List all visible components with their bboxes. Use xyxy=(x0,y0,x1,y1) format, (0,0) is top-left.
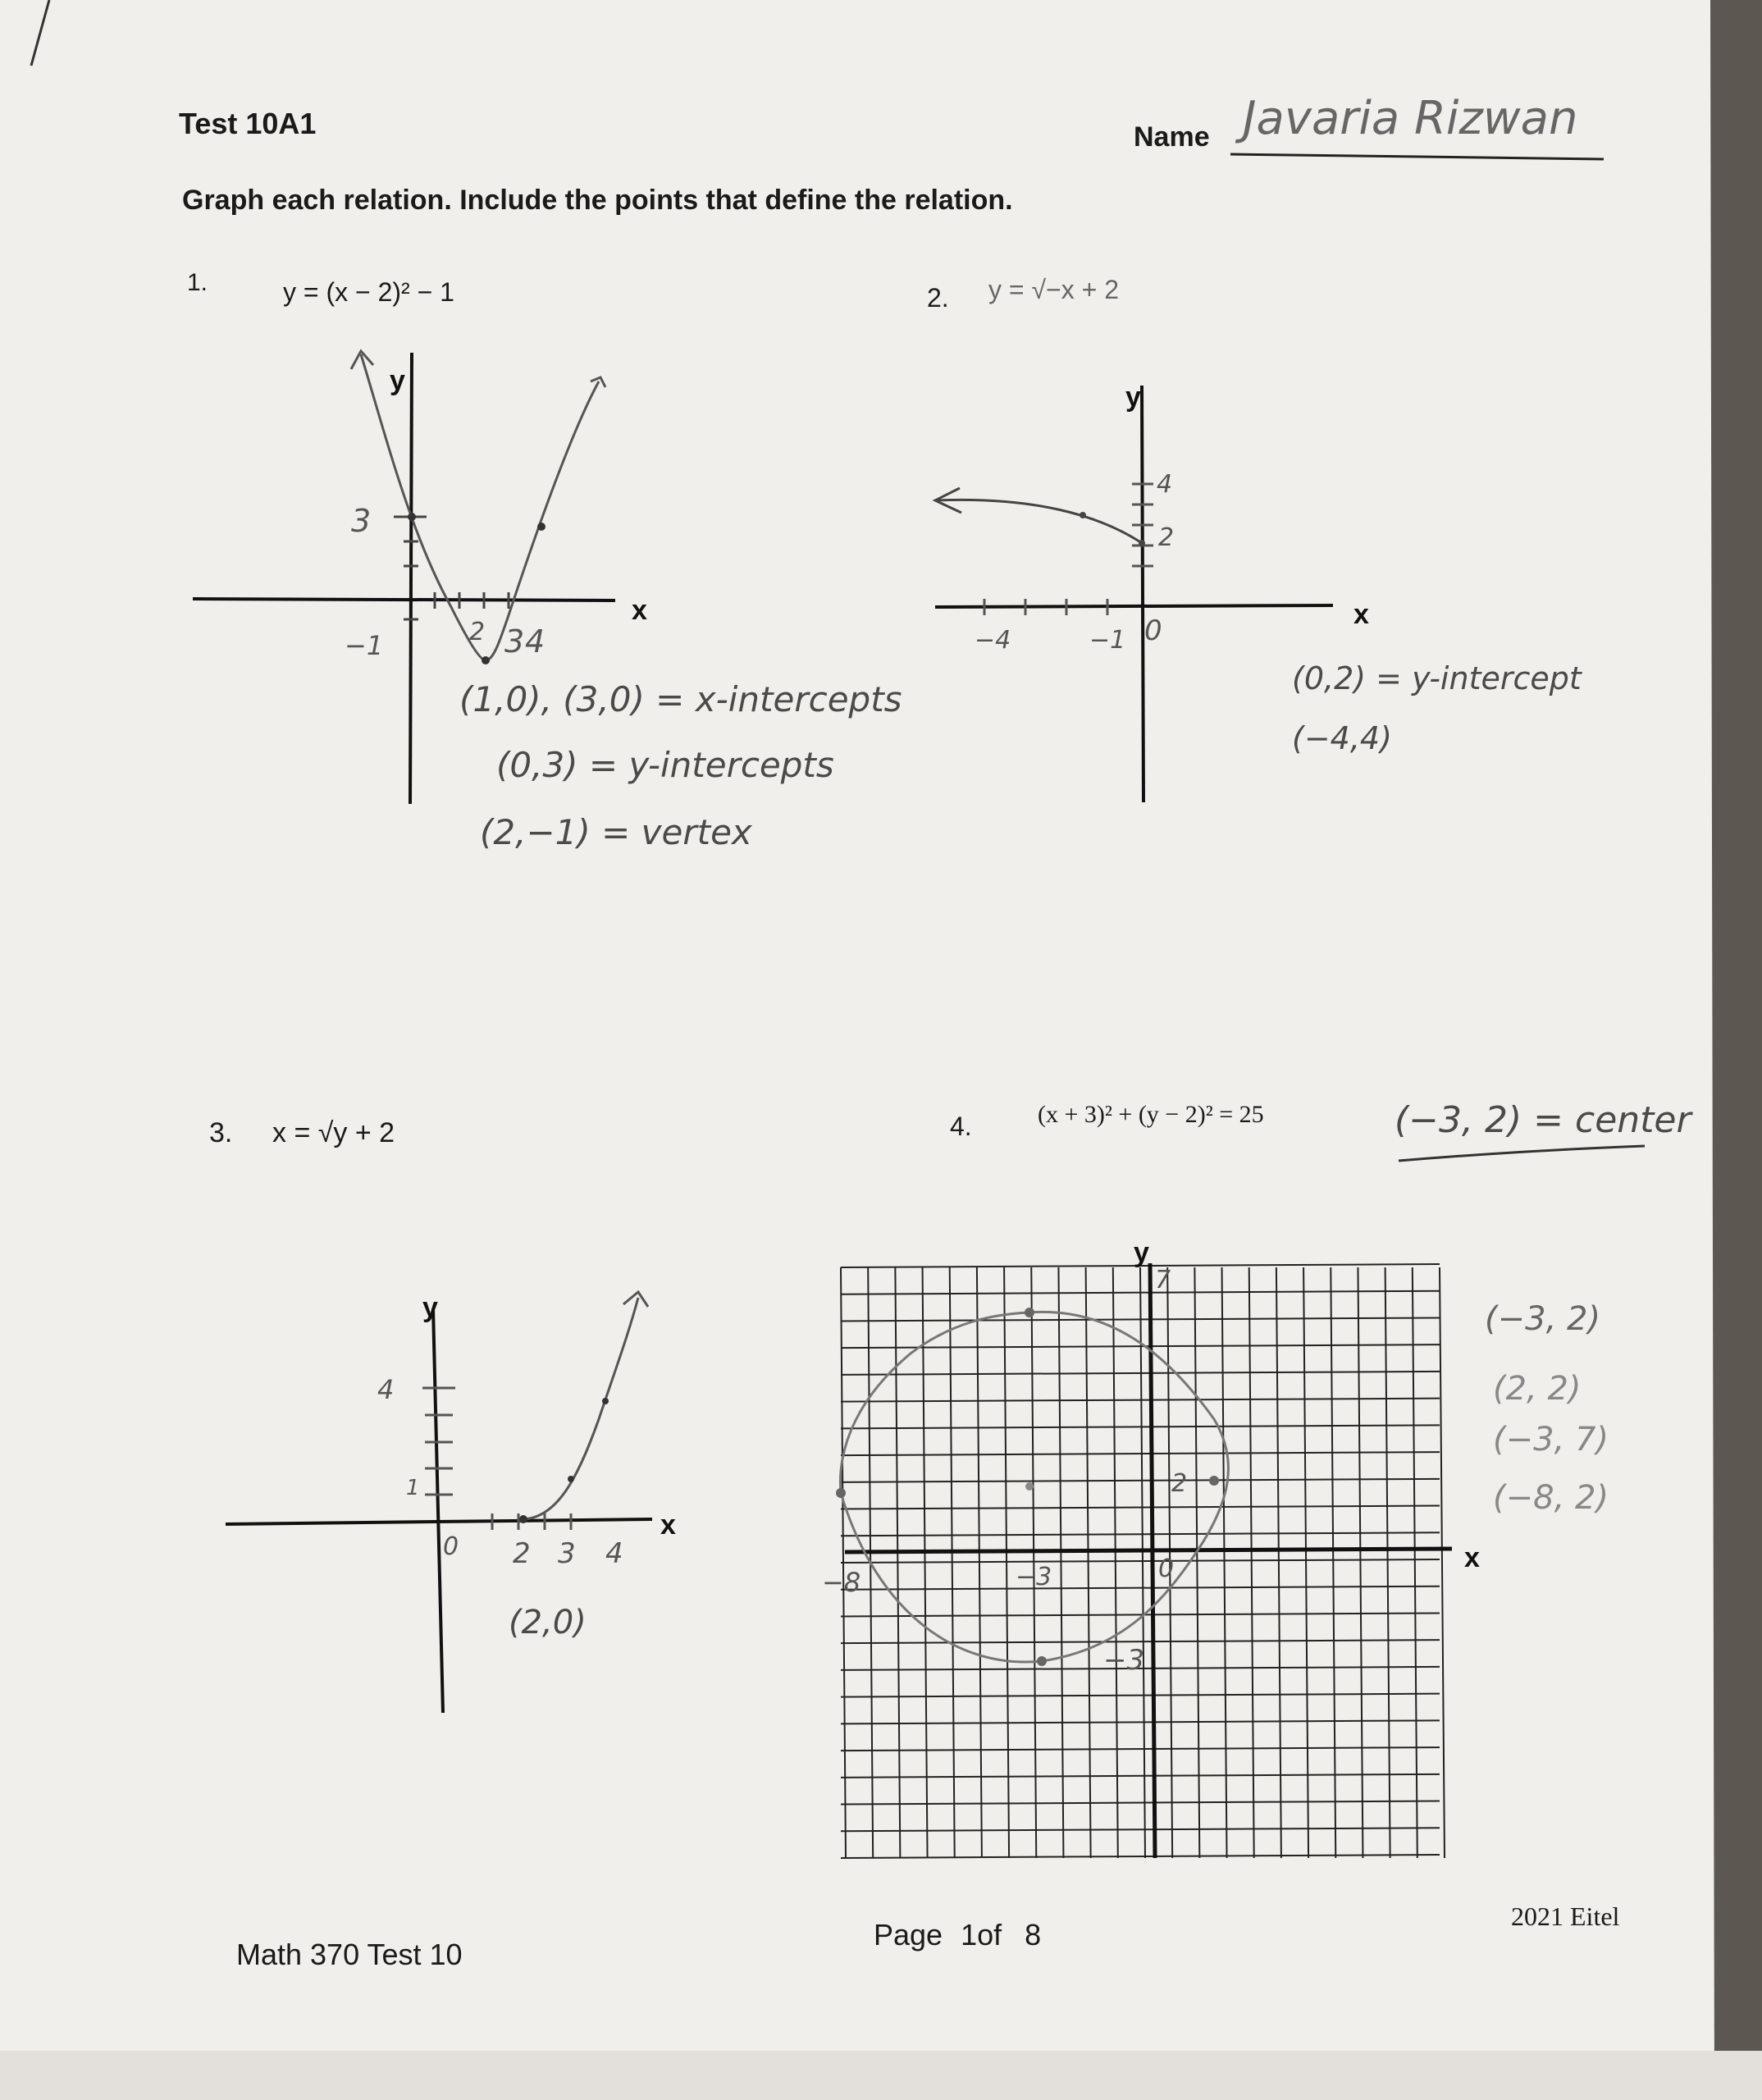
tick-label-4: 4 xyxy=(1157,470,1173,499)
problem-2-note-point: (−4,4) xyxy=(1292,720,1392,756)
y-axis xyxy=(1142,386,1143,802)
tick-label-1: 1 xyxy=(406,1476,420,1500)
problem-2-number: 2. xyxy=(927,283,949,313)
tick-label-3: 3 xyxy=(351,503,372,539)
tick-label-3: 3 xyxy=(558,1537,576,1570)
problem-1-note-vertex: (2,−1) = vertex xyxy=(480,812,752,852)
x-axis-label: x xyxy=(632,595,647,626)
of-label: of xyxy=(977,1918,1002,1952)
x-axis-label: x xyxy=(1464,1542,1480,1573)
problem-1-number: 1. xyxy=(187,269,208,296)
tick-label-4: 4 xyxy=(525,623,545,660)
x-axis-label: x xyxy=(660,1509,676,1541)
tick-label-2: 2 xyxy=(1158,523,1175,552)
circle-point-top: (−3, 7) xyxy=(1493,1421,1609,1459)
circle-point-left: (−8, 2) xyxy=(1493,1479,1609,1517)
test-title: Test 10A1 xyxy=(179,107,317,140)
y-axis-label: y xyxy=(422,1292,438,1323)
y-axis xyxy=(433,1308,443,1713)
problem-3-graph xyxy=(213,1280,705,1723)
tick-label-0: 0 xyxy=(443,1532,459,1561)
page-label: Page xyxy=(874,1918,943,1952)
problem-2-note-y-intercept: (0,2) = y-intercept xyxy=(1292,660,1582,696)
x-axis xyxy=(935,605,1333,607)
tick-label-4: 4 xyxy=(377,1374,395,1405)
y-axis xyxy=(410,353,412,804)
page-number: 1 xyxy=(961,1918,978,1952)
circle-point-center: (−3, 2) xyxy=(1485,1300,1601,1338)
problem-4-graph xyxy=(822,1230,1501,1870)
problem-4-number: 4. xyxy=(950,1112,972,1141)
tick-label-2: 2 xyxy=(469,618,486,646)
problem-3-number: 3. xyxy=(209,1117,233,1148)
y-axis-label: y xyxy=(1134,1237,1149,1268)
course-label: Math 370 Test 10 xyxy=(236,1938,463,1971)
problem-2-equation: y = √−x + 2 xyxy=(988,275,1119,304)
radical-curve xyxy=(935,500,1142,543)
grid-lines xyxy=(841,1264,1445,1858)
problem-4-equation: (x + 3)² + (y − 2)² = 25 xyxy=(1038,1101,1264,1128)
student-name: Javaria Rizwan xyxy=(1243,92,1578,145)
tick-label-neg4: −4 xyxy=(975,626,1011,655)
problem-1-note-intercepts: (1,0), (3,0) = x-intercepts xyxy=(459,679,902,719)
problem-3-note-point: (2,0) xyxy=(509,1604,587,1641)
name-label: Name xyxy=(1134,121,1210,153)
tick-label-neg1: −1 xyxy=(345,630,384,661)
problem-1-note-y-intercept: (0,3) = y-intercepts xyxy=(496,745,834,785)
x-axis xyxy=(193,599,615,600)
y-axis-label: y xyxy=(1125,381,1141,413)
tick-label-neg3-y: −3 xyxy=(1103,1644,1145,1677)
tick-label-0: 0 xyxy=(1144,614,1162,647)
instructions: Graph each relation. Include the points that define the relation. xyxy=(182,185,1013,216)
circle-point-right: (2, 2) xyxy=(1493,1370,1582,1408)
parabola-curve xyxy=(361,354,599,660)
radical-curve xyxy=(523,1298,638,1519)
tick-label-0: 0 xyxy=(1158,1554,1175,1583)
tick-label-neg8: −8 xyxy=(822,1567,861,1598)
center-underline xyxy=(1395,1144,1657,1169)
x-axis-label: x xyxy=(1353,599,1369,630)
tick-label-4b: 4 xyxy=(605,1537,623,1570)
tick-label-7: 7 xyxy=(1155,1266,1171,1294)
tick-label-neg1: −1 xyxy=(1089,626,1126,655)
tick-label-neg3: −3 xyxy=(1016,1563,1052,1591)
copyright: 2021 Eitel xyxy=(1511,1901,1620,1931)
tick-label-3b: 3 xyxy=(504,623,525,660)
page-indicator xyxy=(874,1918,1041,1952)
tick-label-2: 2 xyxy=(513,1537,531,1570)
name-underline xyxy=(1230,148,1608,164)
problem-3-equation: x = √y + 2 xyxy=(272,1117,395,1148)
page-total: 8 xyxy=(1025,1918,1042,1952)
y-axis-label: y xyxy=(390,365,405,396)
tick-label-2: 2 xyxy=(1171,1469,1188,1498)
problem-4-center-note: (−3, 2) = center xyxy=(1395,1099,1691,1141)
problem-1-equation: y = (x − 2)² − 1 xyxy=(283,277,454,307)
